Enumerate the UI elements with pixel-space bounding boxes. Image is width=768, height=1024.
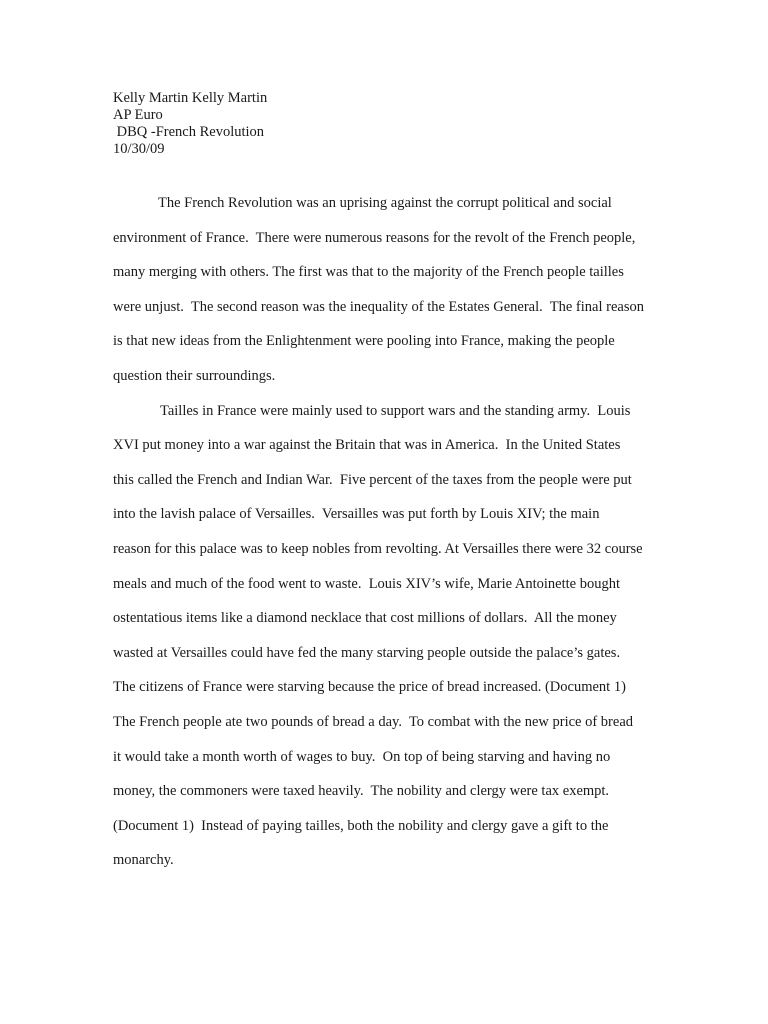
text-line: wasted at Versailles could have fed the many starving people outside the palace’s gates. [113,644,621,661]
text-line: Tailles in France were mainly used to support wars and the standing army. Louis [160,402,631,419]
text-line: this called the French and Indian War. Five percent of the taxes from the people were put [113,471,632,488]
document-date: 10/30/09 [113,141,165,157]
document-header [113,90,267,158]
text-line: environment of France. There were numerous reasons for the revolt of the French people, [113,229,636,246]
course-name: AP Euro [113,107,163,123]
text-line: XVI put money into a war against the Britain that was in America. In the United States [113,437,621,454]
text-line: meals and much of the food went to waste. Louis XIV’s wife, Marie Antoinette bought [113,575,620,592]
text-line: money, the commoners were taxed heavily. The nobility and clergy were tax exempt. [113,783,610,800]
text-line: it would take a month worth of wages to buy. On top of being starving and having no [113,748,611,765]
text-line: were unjust. The second reason was the inequality of the Estates General. The final reason [113,298,644,315]
author-name: Kelly Martin Kelly Martin [113,90,268,106]
text-line: (Document 1) Instead of paying tailles, both the nobility and clergy gave a gift to the [113,817,609,834]
text-line: The French people ate two pounds of bread a day. To combat with the new price of bread [113,713,634,730]
text-line: The citizens of France were starving because the price of bread increased. (Document 1) [113,679,626,696]
paragraph-2 [113,394,653,878]
text-line: question their surroundings. [113,367,276,384]
text-line: ostentatious items like a diamond necklace that cost millions of dollars. All the money [113,610,617,627]
paragraph-1 [113,186,653,394]
text-line: into the lavish palace of Versailles. Versailles was put forth by Louis XIV; the main [113,506,600,523]
text-line: The French Revolution was an uprising against the corrupt political and social [158,195,612,211]
text-line: monarchy. [113,852,174,869]
text-line: many merging with others. The first was that to the majority of the French people tailles [113,264,624,281]
assignment-title: DBQ -French Revolution [113,124,265,140]
text-line: reason for this palace was to keep nobles from revolting. At Versailles there were 32 course [113,540,643,557]
essay-body [113,186,653,878]
text-line: is that new ideas from the Enlightenment were pooling into France, making the people [113,333,615,350]
